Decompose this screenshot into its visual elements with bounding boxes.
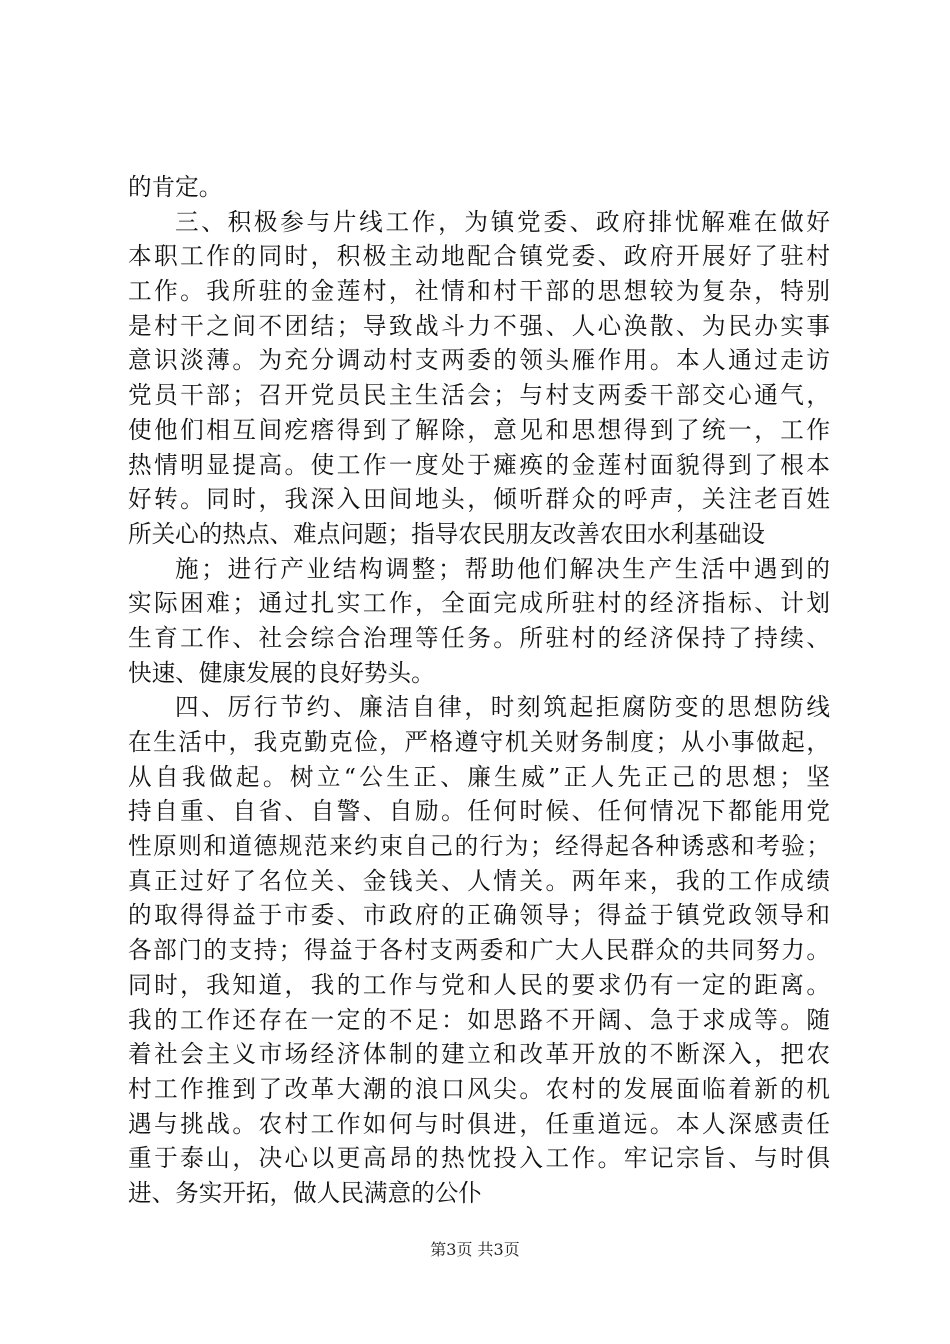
text-line: 从自我做起。树立“公生正、廉生威”正人先正己的思想；坚 (128, 762, 830, 791)
page-footer: 第3页 共3页 (430, 1240, 520, 1259)
text-line: 真正过好了名位关、金钱关、人情关。两年来，我的工作成绩 (128, 866, 830, 895)
text-line: 在生活中，我克勤克俭，严格遵守机关财务制度；从小事做起， (128, 728, 830, 756)
text-line: 遇与挑战。农村工作如何与时俱进，任重道远。本人深感责任 (128, 1109, 830, 1138)
text-line: 村工作推到了改革大潮的浪口风尖。农村的发展面临着新的机 (128, 1074, 830, 1103)
text-line: 三、积极参与片线工作，为镇党委、政府排忧解难在做好 (175, 207, 830, 236)
text-line: 热情明显提高。使工作一度处于瘫痪的金莲村面貌得到了根本 (128, 450, 830, 479)
text-line: 所关心的热点、难点问题；指导农民朋友改善农田水利基础设 (128, 519, 766, 548)
text-line: 同时，我知道，我的工作与党和人民的要求仍有一定的距离。 (128, 970, 830, 999)
text-line: 的肯定。 (128, 173, 223, 201)
text-line: 重于泰山，决心以更高昂的热忱投入工作。牢记宗旨、与时俱 (128, 1144, 830, 1173)
text-line: 性原则和道德规范来约束自己的行为；经得起各种诱惑和考验； (128, 832, 830, 861)
text-line: 进、务实开拓，做人民满意的公仆 (128, 1178, 482, 1207)
text-line: 工作。我所驻的金莲村，社情和村干部的思想较为复杂，特别 (128, 277, 830, 306)
text-line: 快速、健康发展的良好势头。 (128, 658, 435, 687)
text-line: 党员干部；召开党员民主生活会；与村支两委干部交心通气， (128, 381, 830, 410)
text-line: 意识淡薄。为充分调动村支两委的领头雁作用。本人通过走访 (128, 346, 830, 375)
text-line: 本职工作的同时，积极主动地配合镇党委、政府开展好了驻村 (128, 242, 830, 271)
text-line: 四、厉行节约、廉洁自律，时刻筑起拒腐防变的思想防线 (175, 693, 830, 722)
text-line: 使他们相互间疙瘩得到了解除，意见和思想得到了统一，工作 (128, 415, 830, 444)
text-line: 我的工作还存在一定的不足：如思路不开阔、急于求成等。随 (128, 1005, 830, 1034)
text-line: 实际困难；通过扎实工作，全面完成所驻村的经济指标、计划 (128, 589, 830, 618)
text-line: 生育工作、社会综合治理等任务。所驻村的经济保持了持续、 (128, 623, 830, 652)
text-line: 着社会主义市场经济体制的建立和改革开放的不断深入，把农 (128, 1040, 830, 1069)
text-line: 各部门的支持；得益于各村支两委和广大人民群众的共同努力。 (128, 936, 830, 965)
text-line: 的取得得益于市委、市政府的正确领导；得益于镇党政领导和 (128, 901, 830, 930)
text-line: 施；进行产业结构调整；帮助他们解决生产生活中遇到的 (175, 554, 830, 583)
document-body (128, 170, 830, 1211)
text-line: 好转。同时，我深入田间地头，倾听群众的呼声，关注老百姓 (128, 485, 830, 514)
text-line: 持自重、自省、自警、自励。任何时候、任何情况下都能用党 (128, 797, 830, 826)
text-line: 是村干之间不团结；导致战斗力不强、人心涣散、为民办实事 (128, 311, 830, 340)
